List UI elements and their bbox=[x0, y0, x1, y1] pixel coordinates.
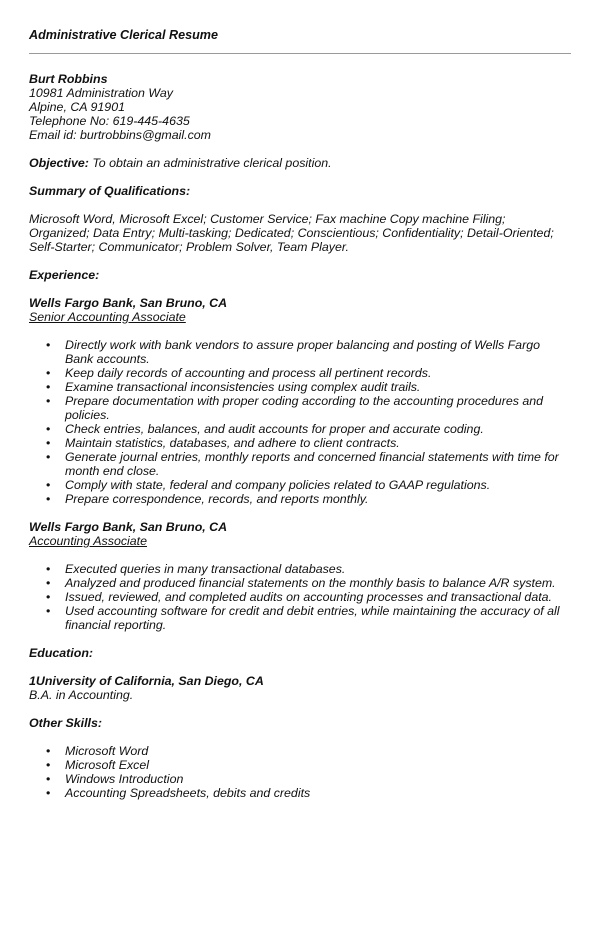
list-item: • Comply with state, federal and company policies related to GAAP regulations. bbox=[29, 478, 565, 492]
summary-heading: Summary of Qualifications: bbox=[29, 184, 191, 198]
other-skills-heading: Other Skills: bbox=[29, 716, 102, 730]
list-item: • Check entries, balances, and audit accounts for proper and accurate coding. bbox=[29, 422, 565, 436]
list-item: • Windows Introduction bbox=[29, 772, 565, 786]
list-item: • Prepare correspondence, records, and reports monthly. bbox=[29, 492, 565, 506]
list-item: • Microsoft Excel bbox=[29, 758, 565, 772]
address-line: 10981 Administration Way bbox=[29, 86, 173, 100]
list-item: • Microsoft Word bbox=[29, 744, 565, 758]
job-employer: Wells Fargo Bank, San Bruno, CA bbox=[29, 296, 228, 310]
summary-text: Microsoft Word, Microsoft Excel; Customer Service; Fax machine Copy machine Filing; Organized; Data Entry; Multi-tasking; Dedicated; Conscientious; Confidentiality; Detail-Oriented; Self-Starter; Communicator; Problem Solver, Team Player. bbox=[29, 212, 554, 254]
list-item: • Directly work with bank vendors to assure proper balancing and posting of Wells Fargo Bank accounts. bbox=[29, 338, 565, 366]
job-position: Accounting Associate bbox=[29, 534, 148, 548]
list-item: • Analyzed and produced financial statements on the monthly basis to balance A/R system. bbox=[29, 576, 565, 590]
job-position: Senior Accounting Associate bbox=[29, 310, 186, 324]
education-degree: B.A. in Accounting. bbox=[29, 688, 134, 702]
document-title: Administrative Clerical Resume bbox=[29, 28, 218, 42]
phone-line: Telephone No: 619-445-4635 bbox=[29, 114, 190, 128]
candidate-name: Burt Robbins bbox=[29, 72, 108, 86]
objective-text: To obtain an administrative clerical position. bbox=[88, 156, 332, 170]
list-item: • Accounting Spreadsheets, debits and credits bbox=[29, 786, 565, 800]
job-duties-list bbox=[29, 338, 569, 506]
list-item: • Issued, reviewed, and completed audits on accounting processes and transactional data. bbox=[29, 590, 565, 604]
contact-block bbox=[29, 72, 569, 142]
education-heading: Education: bbox=[29, 646, 94, 660]
list-item: • Prepare documentation with proper coding according to the accounting procedures and policies. bbox=[29, 394, 565, 422]
job-entry bbox=[29, 520, 569, 632]
list-item: • Executed queries in many transactional databases. bbox=[29, 562, 565, 576]
education-school: 1University of California, San Diego, CA bbox=[29, 674, 264, 688]
city-line: Alpine, CA 91901 bbox=[29, 100, 125, 114]
resume-body bbox=[29, 72, 569, 800]
objective-label: Objective: bbox=[29, 156, 89, 170]
title-divider bbox=[29, 53, 571, 54]
experience-heading: Experience: bbox=[29, 268, 100, 282]
list-item: • Generate journal entries, monthly reports and concerned financial statements with time for month end close. bbox=[29, 450, 565, 478]
job-entry bbox=[29, 296, 569, 506]
other-skills-list bbox=[29, 744, 569, 800]
list-item: • Examine transactional inconsistencies using complex audit trails. bbox=[29, 380, 565, 394]
job-duties-list bbox=[29, 562, 569, 632]
list-item: • Keep daily records of accounting and process all pertinent records. bbox=[29, 366, 565, 380]
job-employer: Wells Fargo Bank, San Bruno, CA bbox=[29, 520, 228, 534]
objective bbox=[29, 156, 569, 170]
email-line: Email id: burtrobbins@gmail.com bbox=[29, 128, 211, 142]
list-item: • Used accounting software for credit and debit entries, while maintaining the accuracy of all financial reporting. bbox=[29, 604, 565, 632]
list-item: • Maintain statistics, databases, and adhere to client contracts. bbox=[29, 436, 565, 450]
